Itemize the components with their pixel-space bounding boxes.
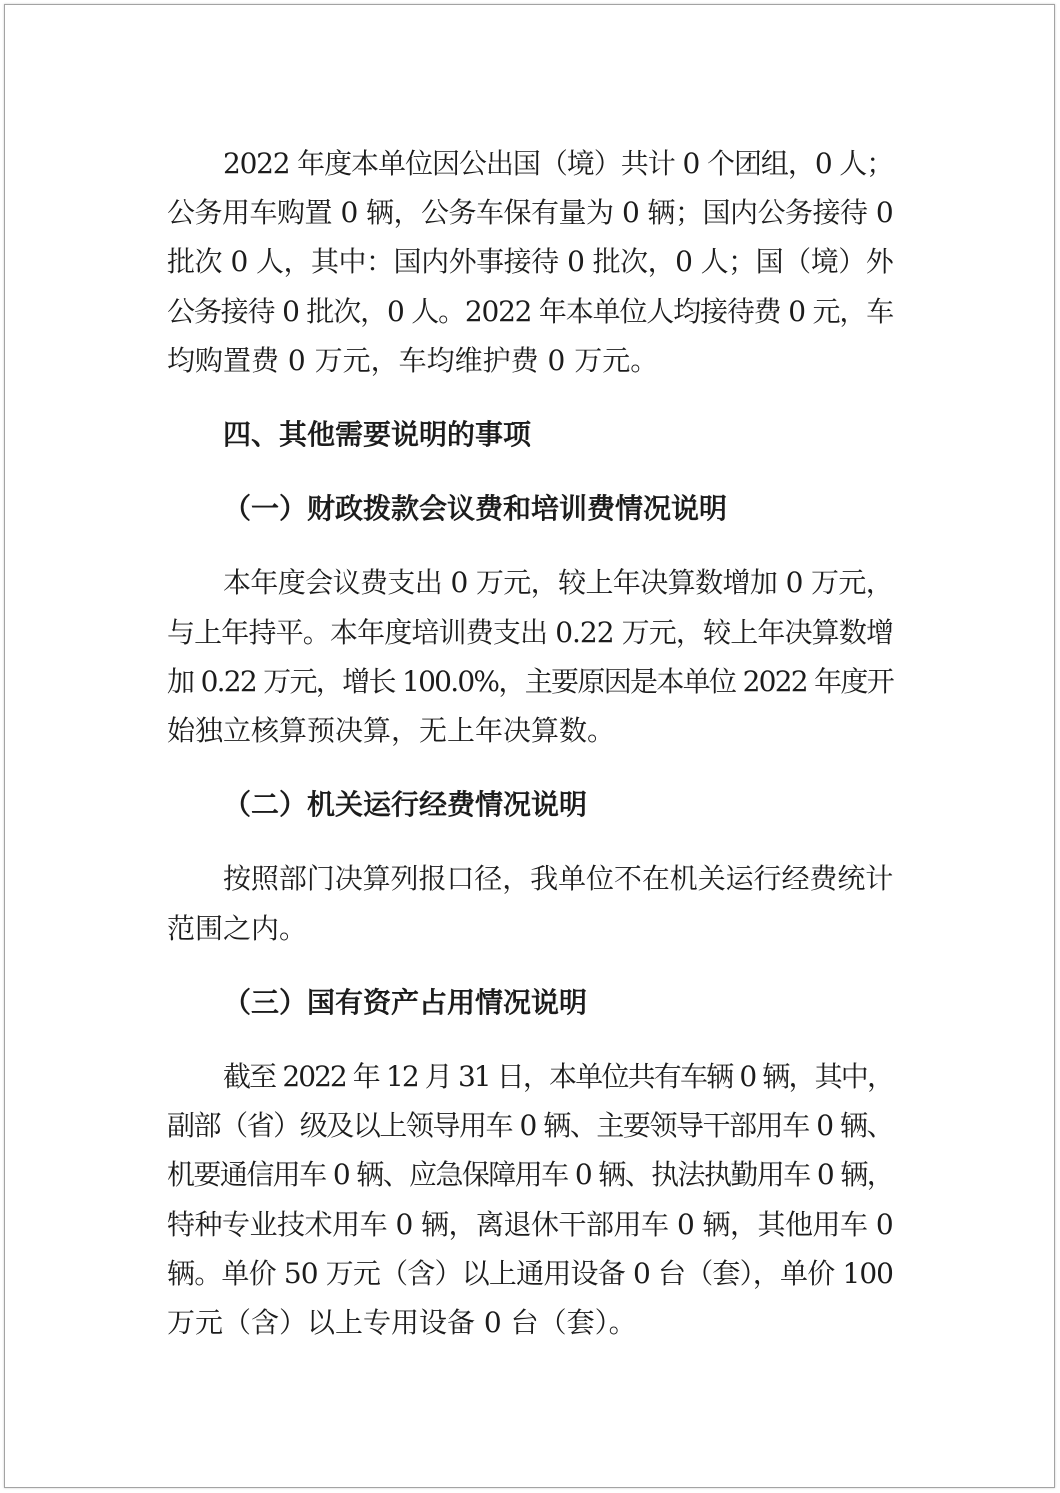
subsection-2-title xyxy=(167,780,893,829)
text-line: 2022 年度本单位因公出国（境）共计 0 个团组，0 人； xyxy=(223,147,893,180)
text-line: 与上年持平。本年度培训费支出 0.22 万元，较上年决算数增 xyxy=(167,615,893,649)
text-line: 均购置费 0 万元，车均维护费 0 万元。 xyxy=(167,343,659,377)
document-body xyxy=(167,139,893,1347)
text-line: 范围之内。 xyxy=(167,911,308,945)
text-line: 机要通信用车 0 辆、应急保障用车 0 辆、执法执勤用车 0 辆， xyxy=(167,1158,893,1192)
text-line: 加 0.22 万元，增长 100.0%，主要原因是本单位 2022 年度开 xyxy=(167,664,893,698)
text-line: 始独立核算预决算，无上年决算数。 xyxy=(167,714,616,748)
text-line: 本年度会议费支出 0 万元，较上年决算数增加 0 万元， xyxy=(223,566,893,600)
text-line: 截至 2022 年 12 月 31 日，本单位共有车辆 0 辆，其中， xyxy=(223,1060,893,1094)
subsection-heading-3: （三）国有资产占用情况说明 xyxy=(223,985,588,1019)
document-page xyxy=(4,4,1055,1488)
text-line: 辆。单价 50 万元（含）以上通用设备 0 台（套），单价 100 xyxy=(167,1256,893,1290)
text-line: 批次 0 人，其中：国内外事接待 0 批次，0 人；国（境）外 xyxy=(167,245,893,279)
subsection-3-title xyxy=(167,978,893,1027)
text-line: 万元（含）以上专用设备 0 台（套）。 xyxy=(167,1306,637,1340)
paragraph-state-assets xyxy=(167,1052,893,1347)
paragraph-overseas-vehicles-reception xyxy=(167,139,893,385)
subsection-heading-1: （一）财政拨款会议费和培训费情况说明 xyxy=(223,492,728,526)
subsection-1-title xyxy=(167,484,893,533)
text-line: 按照部门决算列报口径，我单位不在机关运行经费统计 xyxy=(223,862,893,896)
text-line: 特种专业技术用车 0 辆，离退休干部用车 0 辆，其他用车 0 xyxy=(167,1207,893,1241)
text-line: 公务用车购置 0 辆，公务车保有量为 0 辆；国内公务接待 0 xyxy=(167,196,893,230)
paragraph-meeting-training-fees xyxy=(167,558,893,755)
paragraph-operating-expenses xyxy=(167,854,893,952)
subsection-heading-2: （二）机关运行经费情况说明 xyxy=(223,788,588,822)
text-line: 公务接待 0 批次，0 人。2022 年本单位人均接待费 0 元，车 xyxy=(167,294,893,328)
section-4 xyxy=(167,410,893,459)
text-line: 副部（省）级及以上领导用车 0 辆、主要领导干部用车 0 辆、 xyxy=(167,1109,893,1143)
section-heading: 四、其他需要说明的事项 xyxy=(223,418,532,452)
